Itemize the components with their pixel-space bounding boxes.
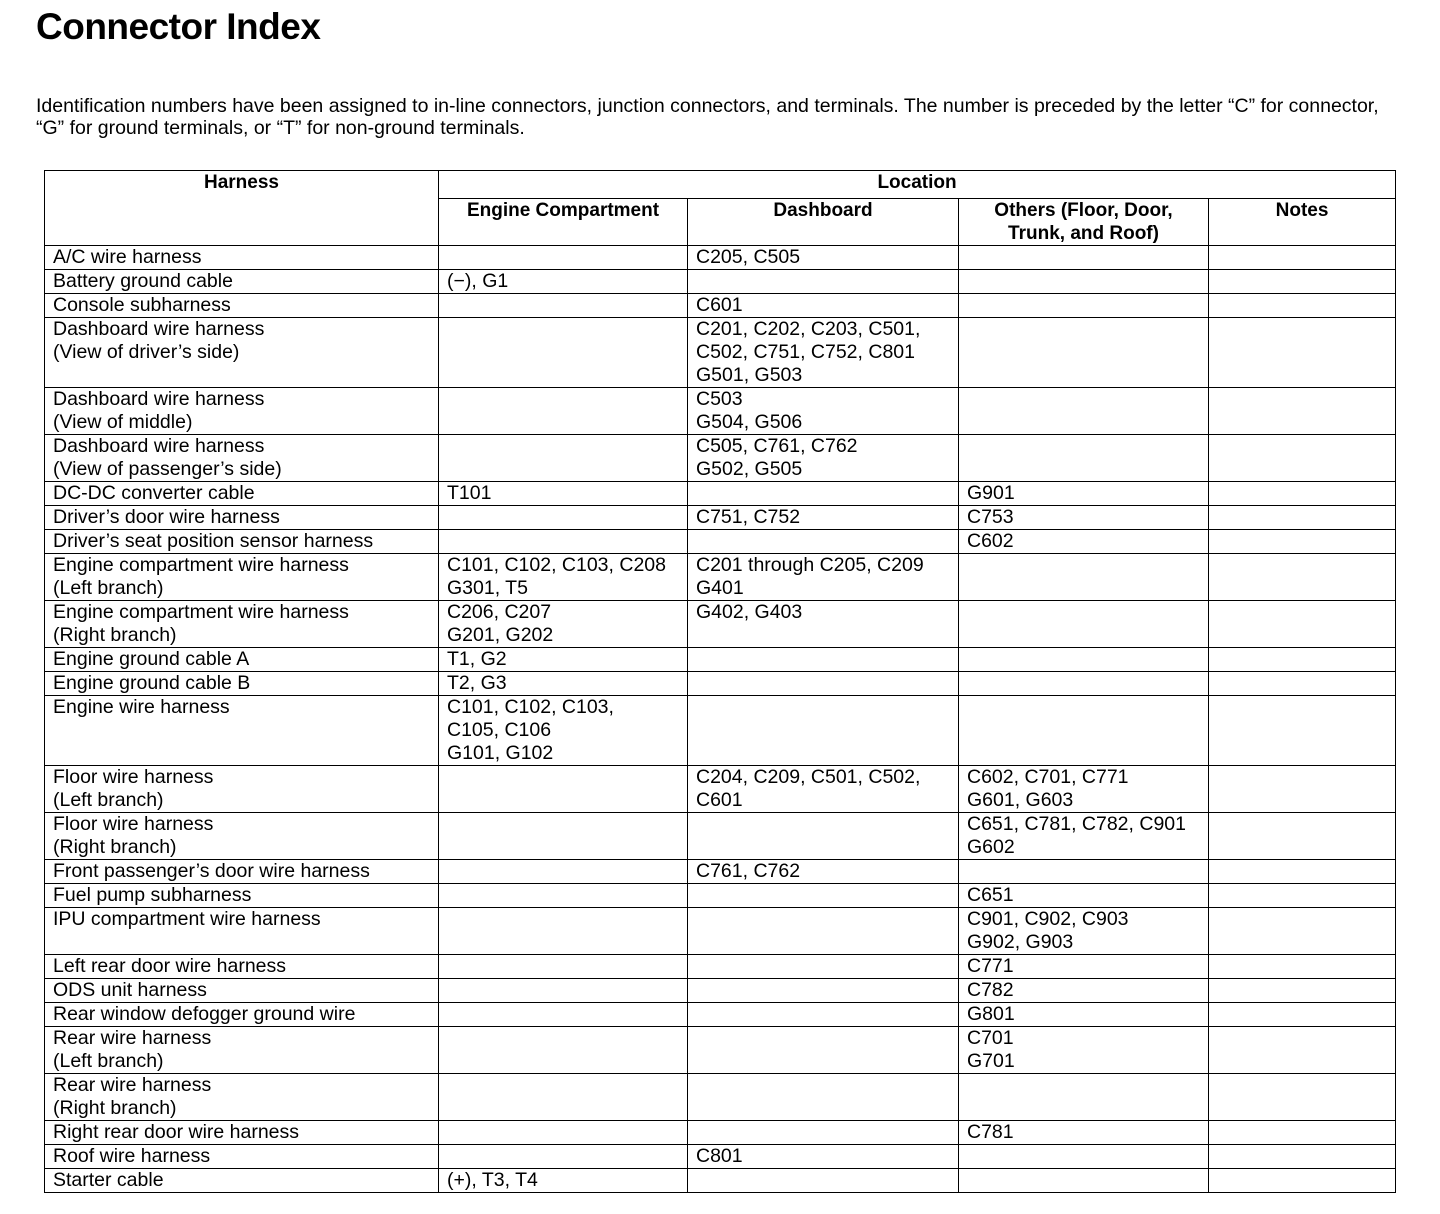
engine-compartment-cell: C206, C207 G201, G202 (439, 601, 688, 648)
engine-compartment-cell (439, 860, 688, 884)
notes-cell (1209, 294, 1396, 318)
others-cell: C781 (959, 1121, 1209, 1145)
notes-cell (1209, 482, 1396, 506)
table-row (45, 1003, 1396, 1027)
engine-compartment-cell (439, 955, 688, 979)
notes-cell (1209, 766, 1396, 813)
others-cell (959, 554, 1209, 601)
table-row (45, 530, 1396, 554)
notes-cell (1209, 554, 1396, 601)
notes-cell (1209, 1121, 1396, 1145)
others-cell (959, 388, 1209, 435)
others-cell (959, 648, 1209, 672)
dashboard-cell: C801 (688, 1145, 959, 1169)
notes-cell (1209, 246, 1396, 270)
notes-cell (1209, 388, 1396, 435)
notes-cell (1209, 270, 1396, 294)
harness-cell: Rear window defogger ground wire (45, 1003, 439, 1027)
table-row (45, 554, 1396, 601)
engine-compartment-cell (439, 766, 688, 813)
engine-compartment-cell (439, 1121, 688, 1145)
others-cell (959, 1169, 1209, 1193)
dashboard-cell: C601 (688, 294, 959, 318)
harness-cell: Roof wire harness (45, 1145, 439, 1169)
engine-compartment-cell: T2, G3 (439, 672, 688, 696)
table-row (45, 1074, 1396, 1121)
notes-cell (1209, 860, 1396, 884)
others-cell: C771 (959, 955, 1209, 979)
harness-cell: Engine ground cable A (45, 648, 439, 672)
others-cell (959, 318, 1209, 388)
table-row (45, 601, 1396, 648)
dashboard-cell: C201 through C205, C209 G401 (688, 554, 959, 601)
dashboard-cell (688, 482, 959, 506)
notes-cell (1209, 884, 1396, 908)
dashboard-cell (688, 1027, 959, 1074)
engine-compartment-cell (439, 1145, 688, 1169)
harness-cell: Driver’s seat position sensor harness (45, 530, 439, 554)
dashboard-cell: G402, G403 (688, 601, 959, 648)
dashboard-cell: C204, C209, C501, C502, C601 (688, 766, 959, 813)
dashboard-cell (688, 908, 959, 955)
table-row (45, 1169, 1396, 1193)
harness-cell: Floor wire harness (Right branch) (45, 813, 439, 860)
dashboard-cell (688, 979, 959, 1003)
engine-compartment-header: Engine Compartment (439, 199, 688, 246)
harness-cell: A/C wire harness (45, 246, 439, 270)
engine-compartment-cell (439, 318, 688, 388)
table-row (45, 813, 1396, 860)
table-row (45, 884, 1396, 908)
harness-cell: Rear wire harness (Right branch) (45, 1074, 439, 1121)
harness-cell: Driver’s door wire harness (45, 506, 439, 530)
others-header: Others (Floor, Door, Trunk, and Roof) (959, 199, 1209, 246)
others-cell (959, 1145, 1209, 1169)
engine-compartment-cell (439, 908, 688, 955)
harness-cell: Engine compartment wire harness (Left branch) (45, 554, 439, 601)
others-cell (959, 672, 1209, 696)
others-cell: C651 (959, 884, 1209, 908)
table-header-row (45, 171, 1396, 199)
harness-cell: DC-DC converter cable (45, 482, 439, 506)
engine-compartment-cell (439, 813, 688, 860)
notes-cell (1209, 1003, 1396, 1027)
table-row (45, 270, 1396, 294)
others-cell (959, 270, 1209, 294)
others-cell (959, 435, 1209, 482)
engine-compartment-cell: T101 (439, 482, 688, 506)
dashboard-cell: C503 G504, G506 (688, 388, 959, 435)
notes-cell (1209, 813, 1396, 860)
notes-cell (1209, 672, 1396, 696)
notes-cell (1209, 435, 1396, 482)
harness-cell: Engine ground cable B (45, 672, 439, 696)
dashboard-cell (688, 696, 959, 766)
dashboard-cell (688, 672, 959, 696)
others-cell: C651, C781, C782, C901 G602 (959, 813, 1209, 860)
location-header: Location (439, 171, 1396, 199)
harness-cell: IPU compartment wire harness (45, 908, 439, 955)
connector-index-table (44, 170, 1396, 1193)
harness-cell: Engine compartment wire harness (Right branch) (45, 601, 439, 648)
others-cell (959, 246, 1209, 270)
notes-cell (1209, 601, 1396, 648)
table-row (45, 1121, 1396, 1145)
dashboard-cell (688, 530, 959, 554)
engine-compartment-cell (439, 1003, 688, 1027)
table-row (45, 318, 1396, 388)
table-row (45, 294, 1396, 318)
others-cell: G901 (959, 482, 1209, 506)
notes-header: Notes (1209, 199, 1396, 246)
harness-cell: Front passenger’s door wire harness (45, 860, 439, 884)
harness-cell: Dashboard wire harness (View of middle) (45, 388, 439, 435)
table-row (45, 648, 1396, 672)
table-row (45, 696, 1396, 766)
others-cell: C901, C902, C903 G902, G903 (959, 908, 1209, 955)
harness-header: Harness (45, 171, 439, 246)
others-cell (959, 601, 1209, 648)
table-row (45, 506, 1396, 530)
dashboard-cell (688, 648, 959, 672)
engine-compartment-cell (439, 435, 688, 482)
harness-cell: Engine wire harness (45, 696, 439, 766)
harness-cell: Battery ground cable (45, 270, 439, 294)
engine-compartment-cell (439, 1027, 688, 1074)
notes-cell (1209, 1074, 1396, 1121)
table-row (45, 955, 1396, 979)
table-row (45, 482, 1396, 506)
harness-cell: Right rear door wire harness (45, 1121, 439, 1145)
dashboard-cell (688, 955, 959, 979)
engine-compartment-cell: (+), T3, T4 (439, 1169, 688, 1193)
engine-compartment-cell: C101, C102, C103, C208 G301, T5 (439, 554, 688, 601)
engine-compartment-cell: T1, G2 (439, 648, 688, 672)
engine-compartment-cell (439, 388, 688, 435)
harness-cell: Dashboard wire harness (View of passenger’s side) (45, 435, 439, 482)
engine-compartment-cell: (−), G1 (439, 270, 688, 294)
notes-cell (1209, 530, 1396, 554)
notes-cell (1209, 1145, 1396, 1169)
dashboard-cell (688, 1121, 959, 1145)
others-cell (959, 696, 1209, 766)
harness-cell: Starter cable (45, 1169, 439, 1193)
dashboard-cell (688, 1169, 959, 1193)
engine-compartment-cell (439, 884, 688, 908)
notes-cell (1209, 908, 1396, 955)
harness-cell: ODS unit harness (45, 979, 439, 1003)
dashboard-cell (688, 884, 959, 908)
engine-compartment-cell (439, 506, 688, 530)
engine-compartment-cell (439, 1074, 688, 1121)
table-row (45, 388, 1396, 435)
table-row (45, 908, 1396, 955)
dashboard-cell (688, 813, 959, 860)
table-row (45, 979, 1396, 1003)
engine-compartment-cell (439, 530, 688, 554)
harness-cell: Rear wire harness (Left branch) (45, 1027, 439, 1074)
harness-cell: Console subharness (45, 294, 439, 318)
dashboard-cell (688, 1003, 959, 1027)
table-row (45, 1145, 1396, 1169)
dashboard-cell (688, 270, 959, 294)
engine-compartment-cell: C101, C102, C103, C105, C106 G101, G102 (439, 696, 688, 766)
others-cell: C602, C701, C771 G601, G603 (959, 766, 1209, 813)
notes-cell (1209, 955, 1396, 979)
dashboard-cell: C201, C202, C203, C501, C502, C751, C752, C801 G501, G503 (688, 318, 959, 388)
table-row (45, 1027, 1396, 1074)
table-body (45, 246, 1396, 1193)
others-cell: C753 (959, 506, 1209, 530)
page-title: Connector Index (36, 6, 321, 47)
notes-cell (1209, 979, 1396, 1003)
engine-compartment-cell (439, 246, 688, 270)
harness-cell: Floor wire harness (Left branch) (45, 766, 439, 813)
others-cell: C782 (959, 979, 1209, 1003)
notes-cell (1209, 1169, 1396, 1193)
others-cell: C701 G701 (959, 1027, 1209, 1074)
others-cell (959, 860, 1209, 884)
harness-cell: Dashboard wire harness (View of driver’s side) (45, 318, 439, 388)
table-row (45, 860, 1396, 884)
notes-cell (1209, 648, 1396, 672)
dashboard-cell: C761, C762 (688, 860, 959, 884)
notes-cell (1209, 506, 1396, 530)
intro-paragraph: Identification numbers have been assigned to in-line connectors, junction connectors, and terminals. The number is preceded by the letter “C” for connector, “G” for ground terminals, or “T” for non-ground terminals. (36, 95, 1379, 139)
dashboard-cell: C505, C761, C762 G502, G505 (688, 435, 959, 482)
others-cell: C602 (959, 530, 1209, 554)
notes-cell (1209, 696, 1396, 766)
engine-compartment-cell (439, 979, 688, 1003)
harness-cell: Fuel pump subharness (45, 884, 439, 908)
notes-cell (1209, 318, 1396, 388)
table-row (45, 435, 1396, 482)
table-row (45, 672, 1396, 696)
notes-cell (1209, 1027, 1396, 1074)
dashboard-cell: C205, C505 (688, 246, 959, 270)
others-cell (959, 1074, 1209, 1121)
others-cell: G801 (959, 1003, 1209, 1027)
table-row (45, 246, 1396, 270)
engine-compartment-cell (439, 294, 688, 318)
others-cell (959, 294, 1209, 318)
dashboard-cell (688, 1074, 959, 1121)
dashboard-cell: C751, C752 (688, 506, 959, 530)
table-row (45, 766, 1396, 813)
harness-cell: Left rear door wire harness (45, 955, 439, 979)
dashboard-header: Dashboard (688, 199, 959, 246)
